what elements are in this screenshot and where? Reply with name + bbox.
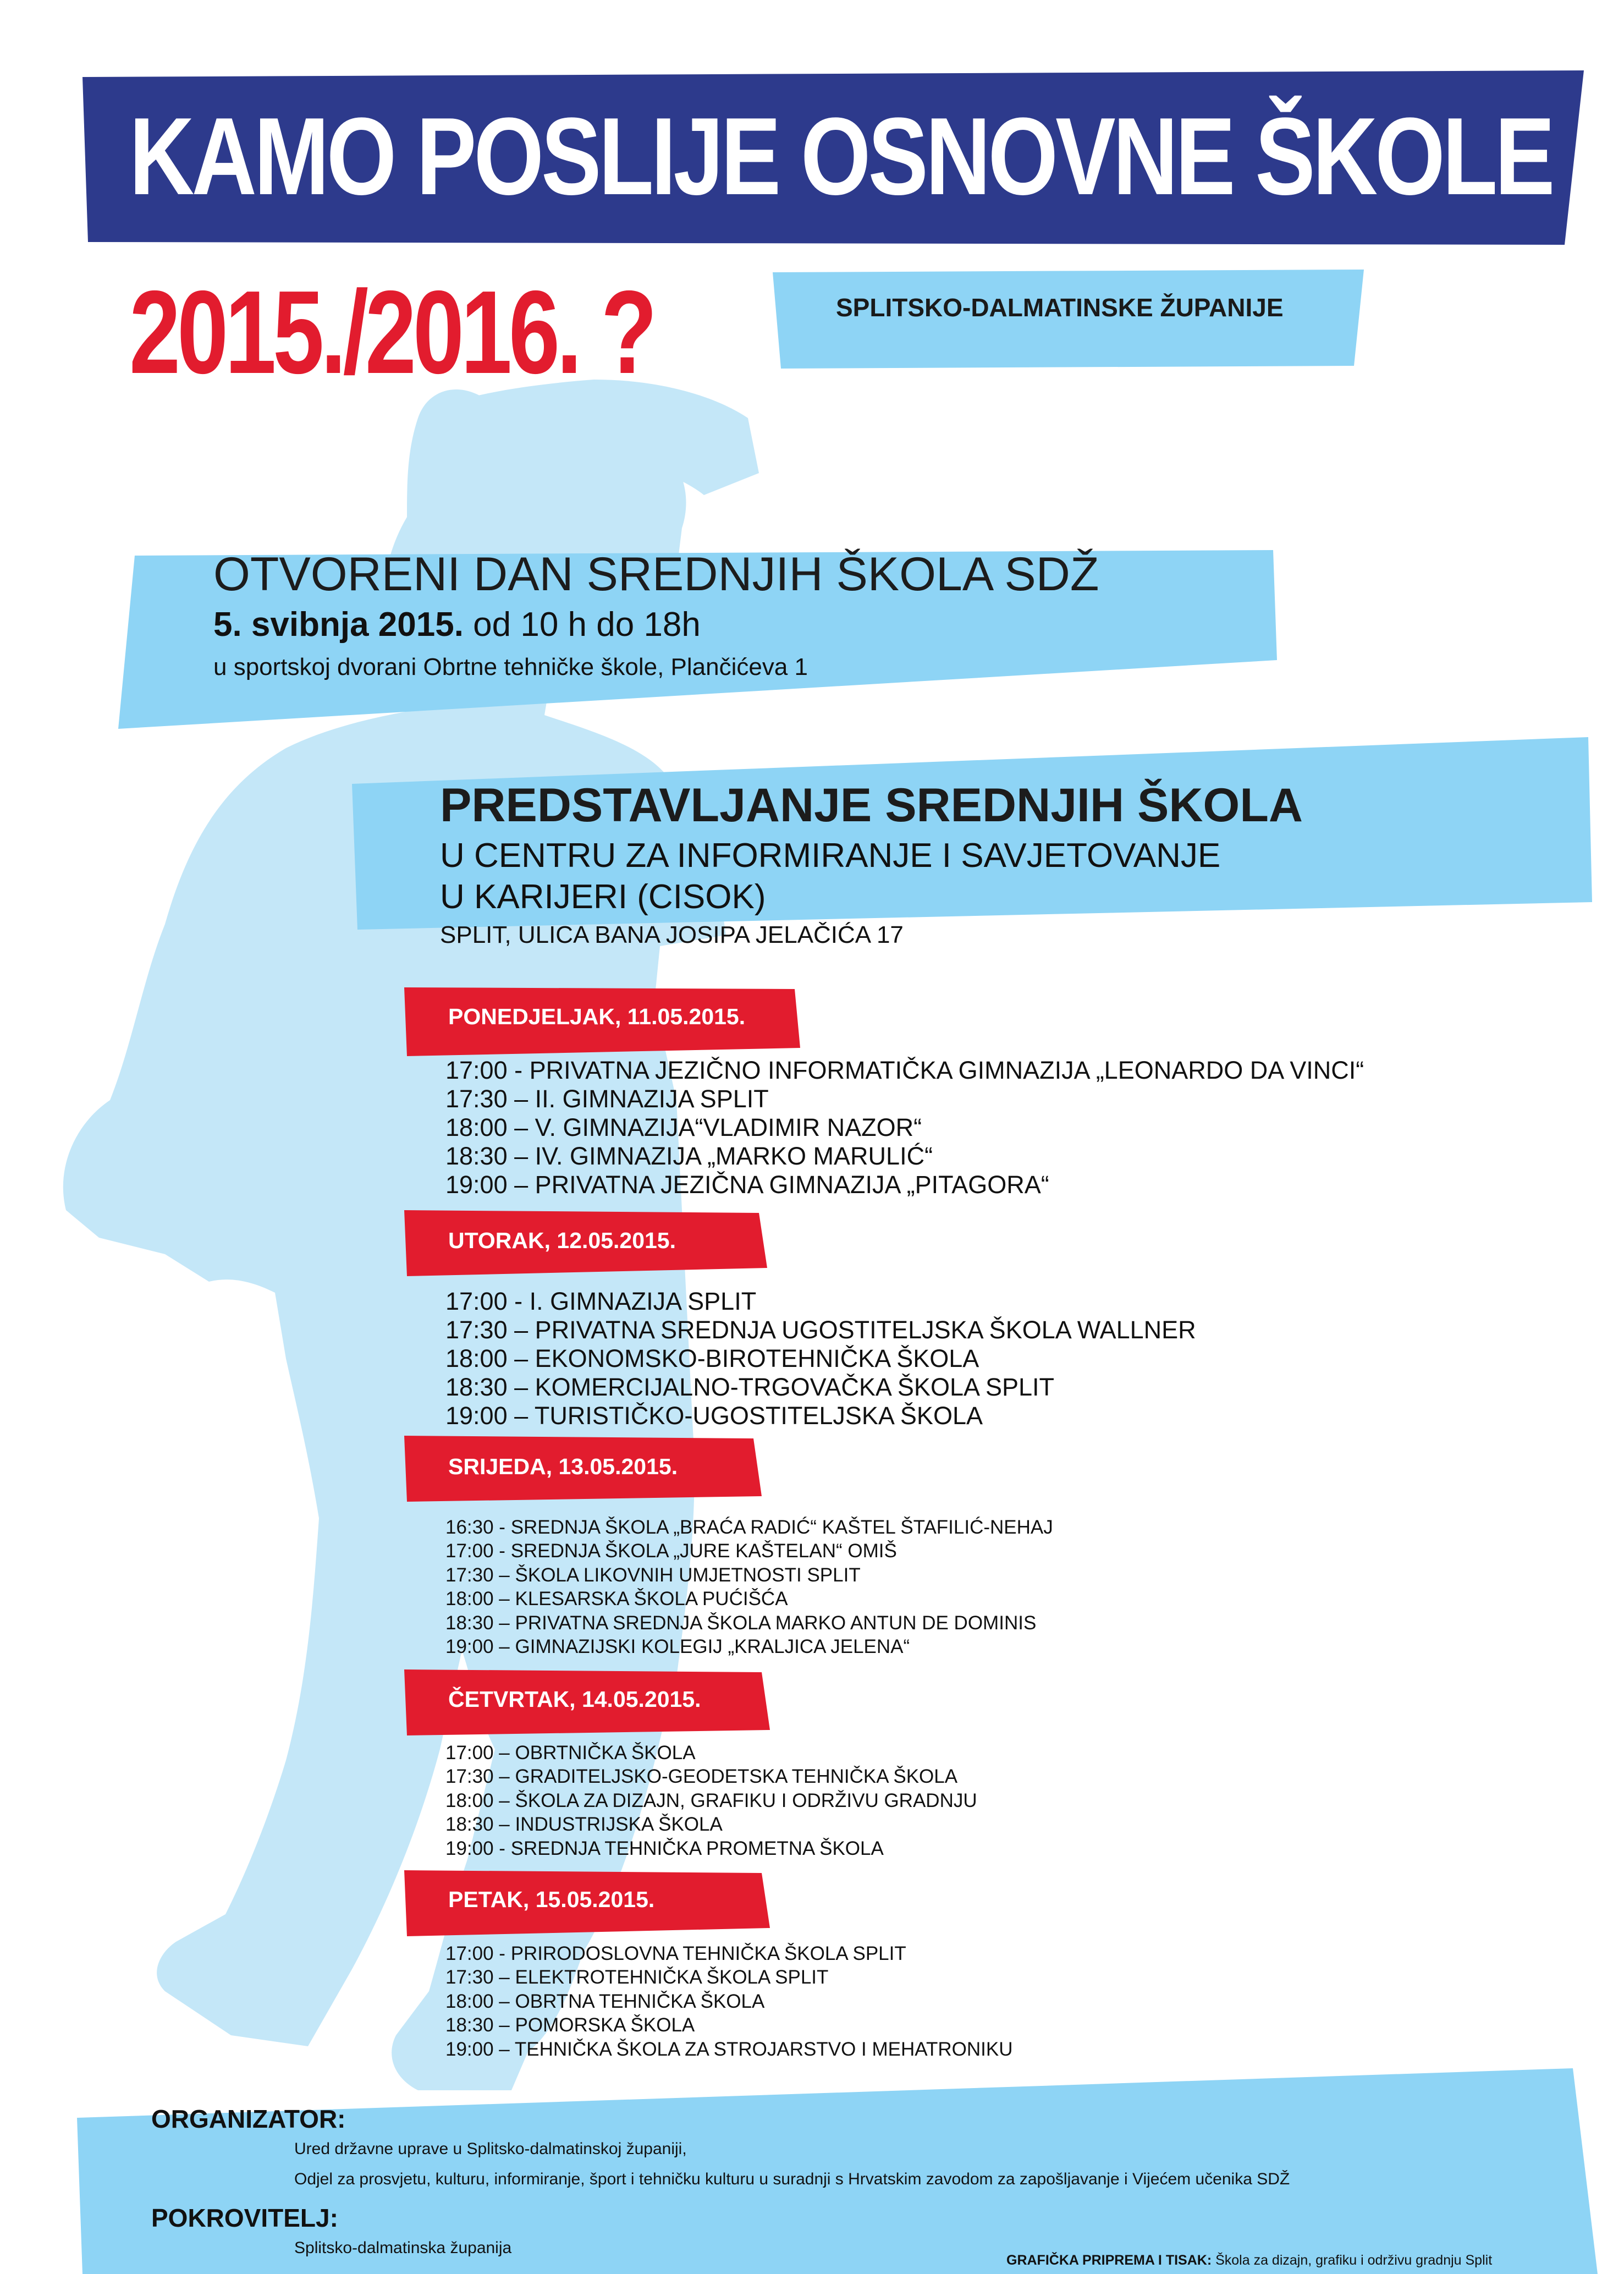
schedule-item: 18:30 – IV. GIMNAZIJA „MARKO MARULIĆ“ <box>445 1142 933 1170</box>
day-label-wednesday: SRIJEDA, 13.05.2015. <box>448 1454 678 1479</box>
schedule-item: 19:00 – GIMNAZIJSKI KOLEGIJ „KRALJICA JELENA“ <box>445 1636 910 1658</box>
schedule-thursday <box>445 1741 977 1860</box>
schedule-item: 17:00 – OBRTNIČKA ŠKOLA <box>445 1742 696 1764</box>
schedule-item: 17:30 – ŠKOLA LIKOVNIH UMJETNOSTI SPLIT <box>445 1564 861 1586</box>
schedule-item: 19:00 – PRIVATNA JEZIČNA GIMNAZIJA „PITAGORA“ <box>445 1171 1049 1199</box>
schedule-item: 19:00 - SREDNJA TEHNIČKA PROMETNA ŠKOLA <box>445 1837 884 1859</box>
schedule-item: 18:00 – EKONOMSKO-BIROTEHNIČKA ŠKOLA <box>445 1344 979 1372</box>
open-day-date-bold: 5. svibnja 2015. <box>213 606 464 644</box>
presentation-title: PREDSTAVLJANJE SREDNJIH ŠKOLA <box>440 779 1303 832</box>
schedule-item: 17:30 – ELEKTROTEHNIČKA ŠKOLA SPLIT <box>445 1967 829 1989</box>
schedule-tuesday <box>445 1287 1196 1430</box>
schedule-wednesday <box>445 1515 1053 1658</box>
organizer-line-2: Odjel za prosvjetu, kulturu, informiranje, šport i tehničku kulturu u suradnji s Hrvatskim zavodom za zapošljavanje i Vijećem učenika SDŽ <box>294 2170 1290 2188</box>
schedule-item: 18:30 – INDUSTRIJSKA ŠKOLA <box>445 1814 723 1836</box>
schedule-item: 18:00 – OBRTNA TEHNIČKA ŠKOLA <box>445 1990 765 2012</box>
schedule-item: 19:00 – TEHNIČKA ŠKOLA ZA STROJARSTVO I MEHATRONIKU <box>445 2038 1013 2060</box>
sponsor-line: Splitsko-dalmatinska županija <box>294 2239 512 2257</box>
schedule-friday <box>445 1942 1013 2061</box>
print-credit <box>1006 2253 1492 2268</box>
schedule-item: 19:00 – TURISTIČKO-UGOSTITELJSKA ŠKOLA <box>445 1402 983 1430</box>
schedule-item: 17:00 - PRIVATNA JEZIČNO INFORMATIČKA GIMNAZIJA „LEONARDO DA VINCI“ <box>445 1056 1364 1084</box>
schedule-item: 18:30 – POMORSKA ŠKOLA <box>445 2014 695 2036</box>
day-label-tuesday: UTORAK, 12.05.2015. <box>448 1228 676 1253</box>
schedule-item: 18:30 – PRIVATNA SREDNJA ŠKOLA MARKO ANTUN DE DOMINIS <box>445 1612 1037 1634</box>
presentation-address: SPLIT, ULICA BANA JOSIPA JELAČIĆA 17 <box>440 921 904 948</box>
open-day-title: OTVORENI DAN SREDNJIH ŠKOLA SDŽ <box>213 548 1099 601</box>
presentation-line-1: U CENTRU ZA INFORMIRANJE I SAVJETOVANJE <box>440 837 1221 875</box>
organizer-label: ORGANIZATOR: <box>151 2105 346 2133</box>
schedule-item: 18:30 – KOMERCIJALNO-TRGOVAČKA ŠKOLA SPLIT <box>445 1373 1055 1401</box>
school-year: 2015./2016. ? <box>129 266 654 398</box>
schedule-item: 17:30 – PRIVATNA SREDNJA UGOSTITELJSKA ŠKOLA WALLNER <box>445 1316 1196 1344</box>
sponsor-label: POKROVITELJ: <box>151 2204 338 2232</box>
open-day-location: u sportskoj dvorani Obrtne tehničke škole, Plančićeva 1 <box>213 653 808 680</box>
print-credit-text: Škola za dizajn, grafiku i održivu gradnju Split <box>1212 2253 1493 2268</box>
schedule-item: 18:00 – ŠKOLA ZA DIZAJN, GRAFIKU I ODRŽIVU GRADNJU <box>445 1789 977 1811</box>
print-credit-label: GRAFIČKA PRIPREMA I TISAK: <box>1006 2253 1212 2268</box>
county-subtitle: SPLITSKO-DALMATINSKE ŽUPANIJE <box>836 293 1284 322</box>
schedule-item: 18:00 – KLESARSKA ŠKOLA PUĆIŠĆA <box>445 1588 788 1610</box>
schedule-item: 17:30 – II. GIMNAZIJA SPLIT <box>445 1085 769 1113</box>
open-day-time: od 10 h do 18h <box>463 606 701 644</box>
day-label-thursday: ČETVRTAK, 14.05.2015. <box>448 1687 701 1712</box>
day-label-monday: PONEDJELJAK, 11.05.2015. <box>448 1004 746 1029</box>
day-label-friday: PETAK, 15.05.2015. <box>448 1887 655 1912</box>
schedule-monday <box>445 1056 1364 1199</box>
schedule-item: 17:00 - PRIRODOSLOVNA TEHNIČKA ŠKOLA SPLIT <box>445 1943 906 1964</box>
schedule-item: 16:30 - SREDNJA ŠKOLA „BRAĆA RADIĆ“ KAŠTEL ŠTAFILIĆ-NEHAJ <box>445 1517 1053 1538</box>
organizer-line-1: Ured državne uprave u Splitsko-dalmatinskoj županiji, <box>294 2140 687 2158</box>
schedule-item: 18:00 – V. GIMNAZIJA“VLADIMIR NAZOR“ <box>445 1113 922 1141</box>
schedule-item: 17:00 - SREDNJA ŠKOLA „JURE KAŠTELAN“ OMIŠ <box>445 1540 897 1562</box>
schedule-item: 17:00 - I. GIMNAZIJA SPLIT <box>445 1287 757 1315</box>
poster-title: KAMO POSLIJE OSNOVNE ŠKOLE <box>129 95 1553 218</box>
presentation-line-2: U KARIJERI (CISOK) <box>440 878 766 916</box>
schedule-item: 17:30 – GRADITELJSKO-GEODETSKA TEHNIČKA ŠKOLA <box>445 1766 958 1788</box>
